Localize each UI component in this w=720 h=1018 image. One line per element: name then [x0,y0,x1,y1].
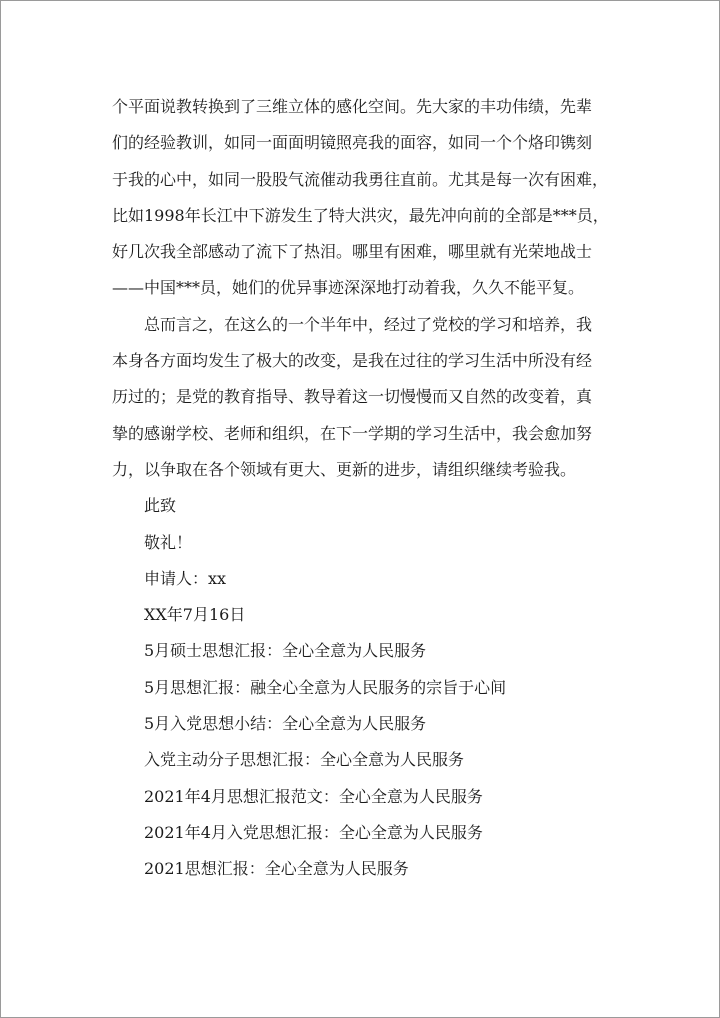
paragraph-line: 挚的感谢学校、老师和组织，在下一学期的学习生活中，我会愈加努 [112,423,593,443]
related-link-item[interactable]: 2021年4月入党思想汇报：全心全意为人民服务 [144,822,483,842]
letter-date: XX年7月16日 [144,605,246,625]
paragraph-line: 总而言之，在这么的一个半年中，经过了党校的学习和培养，我 [144,314,593,334]
related-link-item[interactable]: 5月硕士思想汇报：全心全意为人民服务 [144,641,427,661]
respect-greeting: 敬礼！ [144,532,193,552]
paragraph-line: 本身各方面均发生了极大的改变，是我在过往的学习生活中所没有经 [112,351,593,371]
paragraph-line: ——中国***员，她们的优异事迹深深地打动着我，久久不能平复。 [112,278,585,298]
related-link-item[interactable]: 5月思想汇报：融全心全意为人民服务的宗旨于心间 [144,677,507,697]
applicant-name: 申请人：xx [144,568,227,588]
paragraph-line: 们的经验教训，如同一面面明镜照亮我的面容，如同一个个烙印镌刻 [112,133,593,153]
paragraph-line: 历过的；是党的教育指导、教导着这一切慢慢而又自然的改变着，真 [112,387,593,407]
paragraph-line: 好几次我全部感动了流下了热泪。哪里有困难，哪里就有光荣地战士 [112,242,593,262]
related-links-list [112,633,612,887]
paragraph-line: 比如1998年长江中下游发生了特大洪灾，最先冲向前的全部是***员， [112,205,609,225]
document-body [112,89,612,888]
paragraph-2 [112,307,612,488]
paragraph-line: 于我的心中，如同一股股气流催动我勇往直前。尤其是每一次有困难， [112,169,609,189]
paragraph-line: 力，以争取在各个领域有更大、更新的进步，请组织继续考验我。 [112,459,577,479]
related-link-item[interactable]: 5月入党思想小结：全心全意为人民服务 [144,714,427,734]
paragraph-line: 个平面说教转换到了三维立体的感化空间。先大家的丰功伟绩，先辈 [112,97,593,116]
paragraph-1 [112,89,612,307]
related-link-item[interactable]: 入党主动分子思想汇报：全心全意为人民服务 [144,750,465,770]
related-link-item[interactable]: 2021思想汇报：全心全意为人民服务 [144,859,409,879]
related-link-item[interactable]: 2021年4月思想汇报范文：全心全意为人民服务 [144,786,483,806]
salutation: 此致 [144,496,177,516]
